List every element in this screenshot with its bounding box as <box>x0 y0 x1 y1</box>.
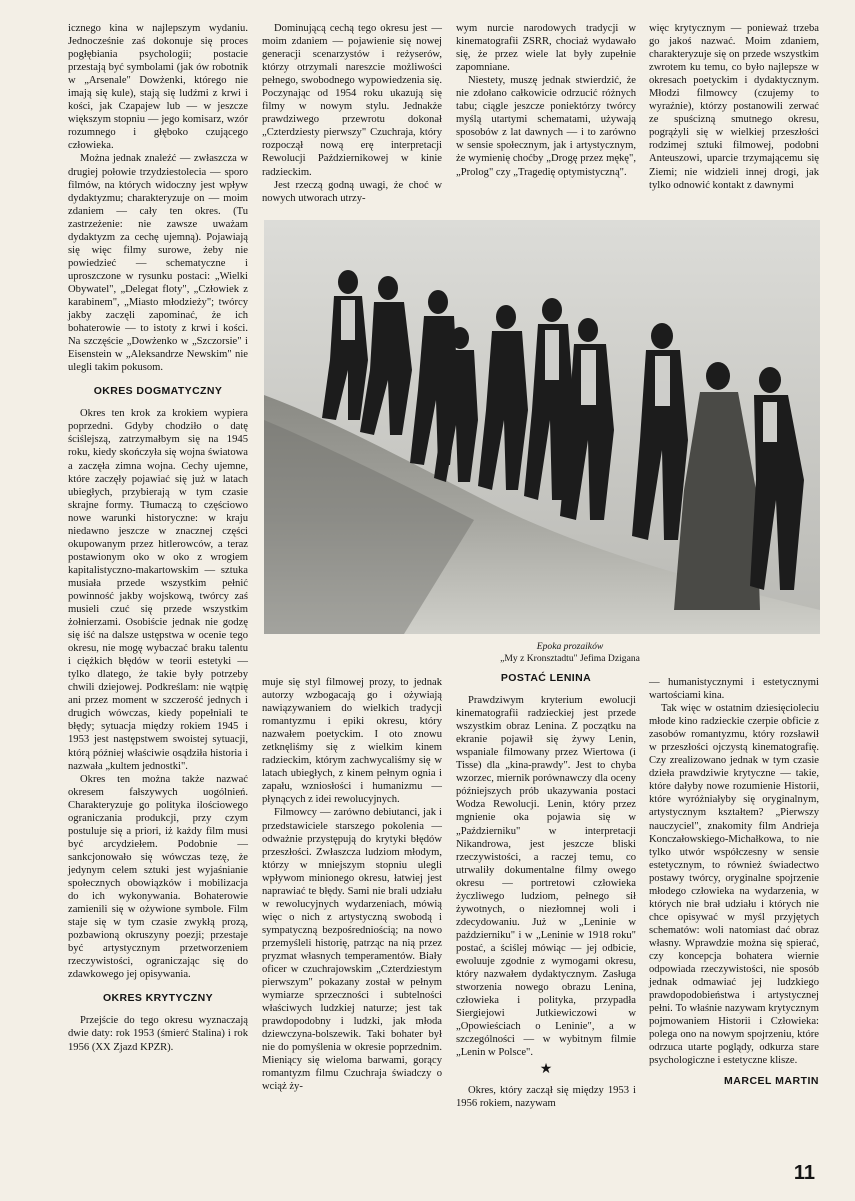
star-separator: ★ <box>539 1062 553 1078</box>
film-still-photo <box>264 220 820 634</box>
column-1 <box>68 22 248 1054</box>
column-3-bottom <box>456 666 636 1111</box>
photo-caption <box>420 641 720 664</box>
paragraph: — humanistycznymi i estetycznymi wartościami kina. <box>649 677 819 702</box>
paragraph: wym nurcie narodowych tradycji w kinematografii ZSRR, chociaż wydawało się, że przez wiele lat były zupełnie zapomniane. <box>456 23 636 74</box>
paragraph: Przejście do tego okresu wyznaczają dwie daty: rok 1953 (śmierć Stalina) i rok 1956 (XX Zjazd KPZR). <box>68 1015 248 1053</box>
column-3-top <box>456 22 636 179</box>
paragraph: Można jednak znaleźć — zwłaszcza w drugiej połowie trzydziestolecia — sporo filmów, na których widoczny jest wpływ dydaktyzmu; charakteryzuje on — moim zdaniem — cały ten okres. (Tu zastrzeżenie: nie zawsze uważam dydaktyzm za cechę ujemną). Pojawiają się więc filmy surowe, żeby nie powiedzieć — schematyczne i uproszczone w rysunku postaci: „Wielki Obywatel", „Delegat floty", „Człowiek z karabinem", „Miasto młodzieży"; twórcy jakby zaczęli zapominać, że ich bohaterowie — to istoty z krwi i kości. Na szczęście „Dowżenko w „Szczorsie" i Eisenstein w „Aleksandrze Newskim" nie ulegli takim pokusom. <box>68 153 248 374</box>
page-number: 11 <box>793 1162 815 1184</box>
paragraph: icznego kina w najlepszym wydaniu. Jednocześnie zaś dokonuje się proces pogłębiania psychologii; postacie przestają być symbolami (jak ów robotnik w „Arsenale" Dowżenki, którego nie imają się kule), stają się ludźmi z krwi i kości, jak Czapajew lub — w jeszcze większym stopniu — jego komisarz, wzór rozumnego i głęboko czującego człowieka. <box>68 23 248 152</box>
paragraph: więc krytycznym — ponieważ trzeba go jakoś nazwać. Moim zdaniem, charakteryzuje się on przede wszystkim zwrotem ku temu, co było najlepsze w okresach poetyckim i dydaktycznym. Młodzi filmowcy (czujemy to wyraźnie), którzy postanowili zerwać ze spuścizną smutnego okresu, pogrążyli się w wielkiej przeszłości rodzimej sztuki filmowej, podobni Anteuszowi, uparcie trzymającemu się Ziemi; nie widzieli innej drogi, jak tylko odnowić kontakt z dawnymi <box>649 23 819 191</box>
section-heading-dogmatic: OKRES DOGMATYCZNY <box>93 385 223 398</box>
column-2-top <box>262 22 442 205</box>
caption-line-1: Epoka prozaików <box>536 641 604 652</box>
column-4-bottom <box>649 676 819 1088</box>
caption-line-2: „My z Kronsztadtu" Jefima Dzigana <box>500 652 640 664</box>
paragraph: Okres, który zaczął się między 1953 i 1956 rokiem, nazywam <box>456 1085 636 1110</box>
author-signature: MARCEL MARTIN <box>724 1075 819 1088</box>
paragraph: Okres ten można także nazwać okresem fałszywych uogólnień. Charakteryzuje go polityka ilościowego ograniczania produkcji, przy czym postuluje się a priori, iż każdy film musi być arcydziełem. Podobnie — sankcjonowało się wówczas tezę, że jedynym celem sztuki jest wyjaśnianie społecznych obowiązków i mobilizacja do ich wykonywania. Bohaterowie zamienili się w ożywione symbole. Film staje się w tym czasie zwykłą prozą, pozbawioną okruszyny poezji; przestaje być artystycznym przetworzeniem rzeczywistości, ograniczając się do zdawkowego jej opisywania. <box>68 773 248 981</box>
paragraph: Prawdziwym kryterium ewolucji kinematografii radzieckiej jest przede wszystkim obraz Lenina. Z początku na ekranie pojawił się żywy Lenin, wspaniale filmowany przez Wiertowa (i Tisse) dla „kina-prawdy". Jest to chyba wzorzec, miernik porównawczy dla oceny późniejszych prób ukazywania postaci Wodza Rewolucji. Lenin, który przez mgnienie oka pojawia się w „Październiku" w interpretacji Nikandrowa, jest jeszcze bliski rzeczywistości, a raczej temu, co utrwaliły dokumentalne filmy owego okresu — portretowi człowieka życzliwego ludziom, pełnego sił żywotnych, o niezłomnej woli i zdecydowaniu. Już w „Leninie w październiku" i w „Leninie w 1918 roku" postać, a ściślej mówiąc — jej odbicie, ewoluuje zgodnie z wymogami okresu, który nazwałem dydaktycznym. Zasługa stworzenia nowego obrazu Lenina, człowieka i polityka, przypadła Siergiejowi Jutkiewiczowi w „Opowieściach o Leninie", a w szczególności — w wybitnym filmie „Lenin w Polsce". <box>456 695 636 1059</box>
paragraph: Jest rzeczą godną uwagi, że choć w nowych utworach utrzy- <box>262 179 442 204</box>
paragraph: Tak więc w ostatnim dziesięcioleciu młode kino radzieckie czerpie obficie z zasobów romantyzmu, który rozsławił w przeszłości ojczystą kinematografię. Czy zrealizowano jednak w tym czasie dzieła prawdziwie krytyczne — takie, które dałyby nowe rozumienie Historii, które wyróżniałyby się oryginalnym, artystycznym kształtem? „Pierwszy nauczyciel", znakomity film Andrieja Konczałowskiego-Michałkowa, to nie tylko utwór współczesny w sensie estetycznym, to również świadectwo postawy twórcy, oryginalne spojrzenie młodego człowieka na wydarzenia, w których nie brał udziału i których nie chce opisywać w myśl przyjętych schematów: woli natomiast dać obraz własny. Wprawdzie można się spierać, czy koncepcja bohatera wiernie odpowiada rzeczywistości, nie sposób jednak odmawiać jej ludzkiego prawdopodobieństwa i artystycznej pełni. To właśnie nazywam krytycznym pojmowaniem Historii i Człowieka: polega ono na nowym spojrzeniu, które odrzuca utarte poglądy, odkurza stare psychologiczne i estetyczne klisze. <box>649 703 819 1067</box>
column-4-top <box>649 22 819 192</box>
section-heading-critical: OKRES KRYTYCZNY <box>102 992 214 1005</box>
section-heading-lenin: POSTAĆ LENINA <box>500 672 592 684</box>
paragraph: Okres ten krok za krokiem wypiera poprzedni. Gdyby chodziło o datę ściślejszą, zatrzymałbym się na 1945 roku, kiedy skończyła się wojna światowa a zaczęła zimna wojna. Cechy ujemne, które zaczęły pojawiać się już w latach ubiegłych, przybierają w tym czasie skrajne formy. Tłumaczą to częściowo nowe warunki historyczne: w kraju niedawno jeszcze w znacznej części okupowanym przez hitlerowców, a teraz postawionym oko w oko z wrogiem kapitalistyczno-makartowskim — sztuka musiała przede wszystkim pełnić powinność jakby wojskową, twórcy zaś musieli czuć się przede wszystkim żołnierzami. Osobiście jednak nie godzę się iść na dalsze ustępstwa w ocenie tego okresu, nie mogę wybaczać braku talentu i ciężkich błędów w teorii estetyki — tylko dlatego, że takie były potrzeby chwili dziejowej. Podkreślam: nie wątpię ani przez moment w szczerość jednych i drugich wówczas, kiedy popełniali te błędy; sytuacja między rokiem 1945 i 1953 jest następstwem swoistej sytuacji, którą później właściwie osądziła historia i nazwała „kultem jednostki". <box>68 408 248 772</box>
paragraph: Niestety, muszę jednak stwierdzić, że nie zdołano całkowicie odrzucić różnych tabu; ciągle jeszcze poniektórzy twórcy myślą utartymi schematami, używają sposobów z lat dawnych — i to zarówno w sensie społecznym, jak i artystycznym, że wymienię choćby „Drogę przez mękę", „Prolog" czy „Tragedię optymistyczną". <box>456 75 636 178</box>
paragraph: Dominującą cechą tego okresu jest — moim zdaniem — pojawienie się nowej generacji scenarzystów i reżyserów, którzy otrzymali nareszcie możliwości pełnego, swobodnego wypowiedzenia się. Poczynając od 1954 roku ukazują się filmy w nowym stylu. Jednakże prawdziwego przewrotu dokonał „Czterdziesty pierwszy" Czuchraja, który rozpoczął nową erę interpretacji Rewolucji Październikowej w kinie radzieckim. <box>262 23 442 178</box>
paragraph: muje się styl filmowej prozy, to jednak autorzy wzbogacają go i ożywiają nawiązywaniem do wielkich tradycji romantyzmu i epiki okresu, który nazwałem poetyckim. I oto znowu zetknęliśmy się z wielkim kinem radzieckim, którym zachwycaliśmy się w latach ubiegłych, z kinem pełnym ognia i zapału, wzniosłości i humanizmu — płynących z idei rewolucyjnych. <box>262 677 442 806</box>
column-2-bottom <box>262 676 442 1094</box>
paragraph: Filmowcy — zarówno debiutanci, jak i przedstawiciele starszego pokolenia — odważnie przystępują do krytyki błędów przeszłości. Zwłaszcza ludziom młodym, którzy w mniejszym stopniu ulegli wpływom minionego okresu, łatwiej jest naprawiać te błędy. Sami nie brali udziału w rewolucyjnych wydarzeniach, mówią więc o nich z artystyczną swobodą i sympatyczną bezpośredniością; na nowo przemyśleli historię, patrząc na nią przez pryzmat własnych temperamentów. Biały oficer w czuchrajowskim „Czterdziestym pierwszym" pokazany został w pełnym wymiarze sprzeczności i subtelności właściwych ludzkiej naturze; jest tak prawdopodobny i ludzki, jak młoda dziewczyna-bolszewik. Taki bohater był nie do pomyślenia w okresie poprzednim. Mieniący się wieloma barwami, gorący romantyzm filmu Czuchraja świadczy o wciąż ży- <box>262 807 442 1093</box>
